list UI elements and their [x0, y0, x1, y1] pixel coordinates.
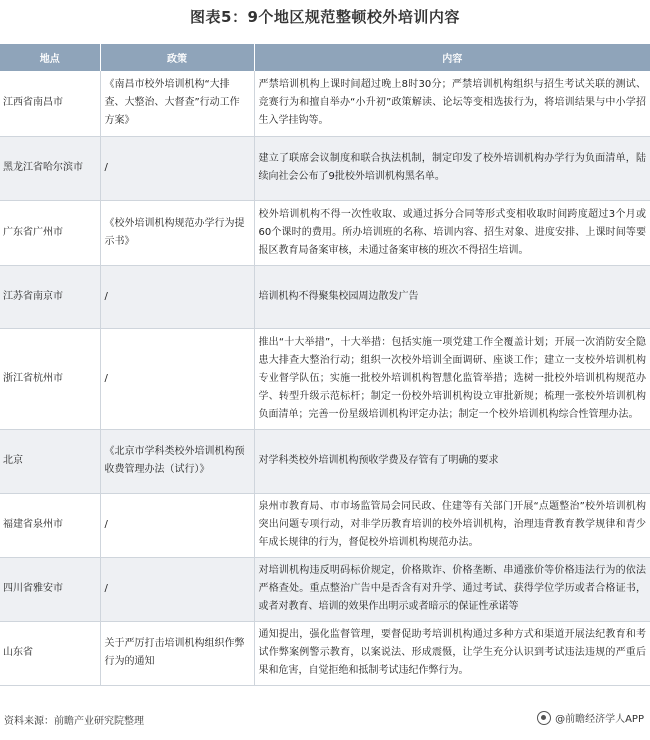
row-content: 校外培训机构不得一次性收取、或通过拆分合同等形式变相收取时间跨度超过3个月或60个课时的费用。所办培训班的名称、培训内容、招生对象、进度安排、上课时间等要报区教育局备案审核，未通过备案审核的班次不得招生培训。 [254, 200, 650, 265]
policy-table [0, 44, 650, 686]
row-location: 福建省泉州市 [0, 493, 100, 557]
row-policy: / [100, 136, 254, 200]
row-policy: / [100, 265, 254, 328]
brand-label: @前瞻经济学人APP [555, 714, 644, 725]
row-policy: / [100, 493, 254, 557]
row-content: 严禁培训机构上课时间超过晚上8时30分；严禁培训机构组织与招生考试关联的测试、竞赛行为和擅自举办“小升初”政策解读、论坛等变相选拔行为，将培训结果与中小学招生入学挂钩等。 [254, 71, 650, 136]
row-content: 泉州市教育局、市市场监管局会同民政、住建等有关部门开展“点题整治”校外培训机构突出问题专项行动，对非学历教育培训的校外培训机构，治理违背教育教学规律和青少年成长规律的行为，督促校外培训机构规范办法。 [254, 493, 650, 557]
row-policy: / [100, 328, 254, 429]
header-location: 地点 [0, 44, 100, 71]
table-row [0, 493, 650, 557]
table-row [0, 328, 650, 429]
row-location: 浙江省杭州市 [0, 328, 100, 429]
row-content: 通知提出，强化监督管理，要督促助考培训机构通过多种方式和渠道开展法纪教育和考试作弊案例警示教育，以案说法、形成震慑，让学生充分认识到考试违法违规的严重后果和危害，自觉拒绝和抵制考试违纪作弊行为。 [254, 621, 650, 685]
table-row [0, 557, 650, 621]
row-location: 江西省南昌市 [0, 71, 100, 136]
row-policy: 《校外培训机构规范办学行为提示书》 [100, 200, 254, 265]
table-row [0, 429, 650, 493]
table-header-row [0, 44, 650, 71]
table-row [0, 200, 650, 265]
header-content: 内容 [254, 44, 650, 71]
header-policy: 政策 [100, 44, 254, 71]
row-content: 对学科类校外培训机构预收学费及存管有了明确的要求 [254, 429, 650, 493]
row-location: 江苏省南京市 [0, 265, 100, 328]
row-policy: / [100, 557, 254, 621]
row-location: 山东省 [0, 621, 100, 685]
row-location: 广东省广州市 [0, 200, 100, 265]
brand-attribution [537, 710, 644, 725]
chart-title: 图表5：9个地区规范整顿校外培训内容 [190, 8, 460, 26]
row-policy: 《北京市学科类校外培训机构预收费管理办法（试行）》 [100, 429, 254, 493]
row-location: 四川省雅安市 [0, 557, 100, 621]
row-policy: 《南昌市校外培训机构“大排查、大整治、大督查”行动工作方案》 [100, 71, 254, 136]
brand-logo-icon [537, 711, 551, 725]
row-location: 北京 [0, 429, 100, 493]
row-content: 培训机构不得聚集校园周边散发广告 [254, 265, 650, 328]
table-row [0, 621, 650, 685]
row-content: 对培训机构违反明码标价规定，价格欺诈、价格垄断、串通涨价等价格违法行为的依法严格查处。重点整治广告中是否含有对升学、通过考试、获得学位学历或者合格证书，或者对教育、培训的效果作出明示或者暗示的保证性承诺等 [254, 557, 650, 621]
table-row [0, 136, 650, 200]
row-policy: 关于严厉打击培训机构组织作弊行为的通知 [100, 621, 254, 685]
source-note: 资料来源：前瞻产业研究院整理 [4, 716, 144, 727]
row-content: 推出“十大举措”，十大举措：包括实施一项党建工作全覆盖计划；开展一次消防安全隐患大排查大整治行动；组织一次校外培训全面调研、座谈工作；建立一支校外培训机构专业督学队伍；实施一批校外培训机构智慧化监管举措；选树一批校外培训机构规范办学、转型升级示范标杆；制定一份校外培训机构设立审批新规；梳理一张校外培训机构负面清单；完善一份星级培训机构评定办法；制定一个校外培训机构综合性管理办法。 [254, 328, 650, 429]
table-row [0, 71, 650, 136]
table-row [0, 265, 650, 328]
row-content: 建立了联席会议制度和联合执法机制，制定印发了校外培训机构办学行为负面清单，陆续向社会公布了9批校外培训机构黑名单。 [254, 136, 650, 200]
row-location: 黑龙江省哈尔滨市 [0, 136, 100, 200]
